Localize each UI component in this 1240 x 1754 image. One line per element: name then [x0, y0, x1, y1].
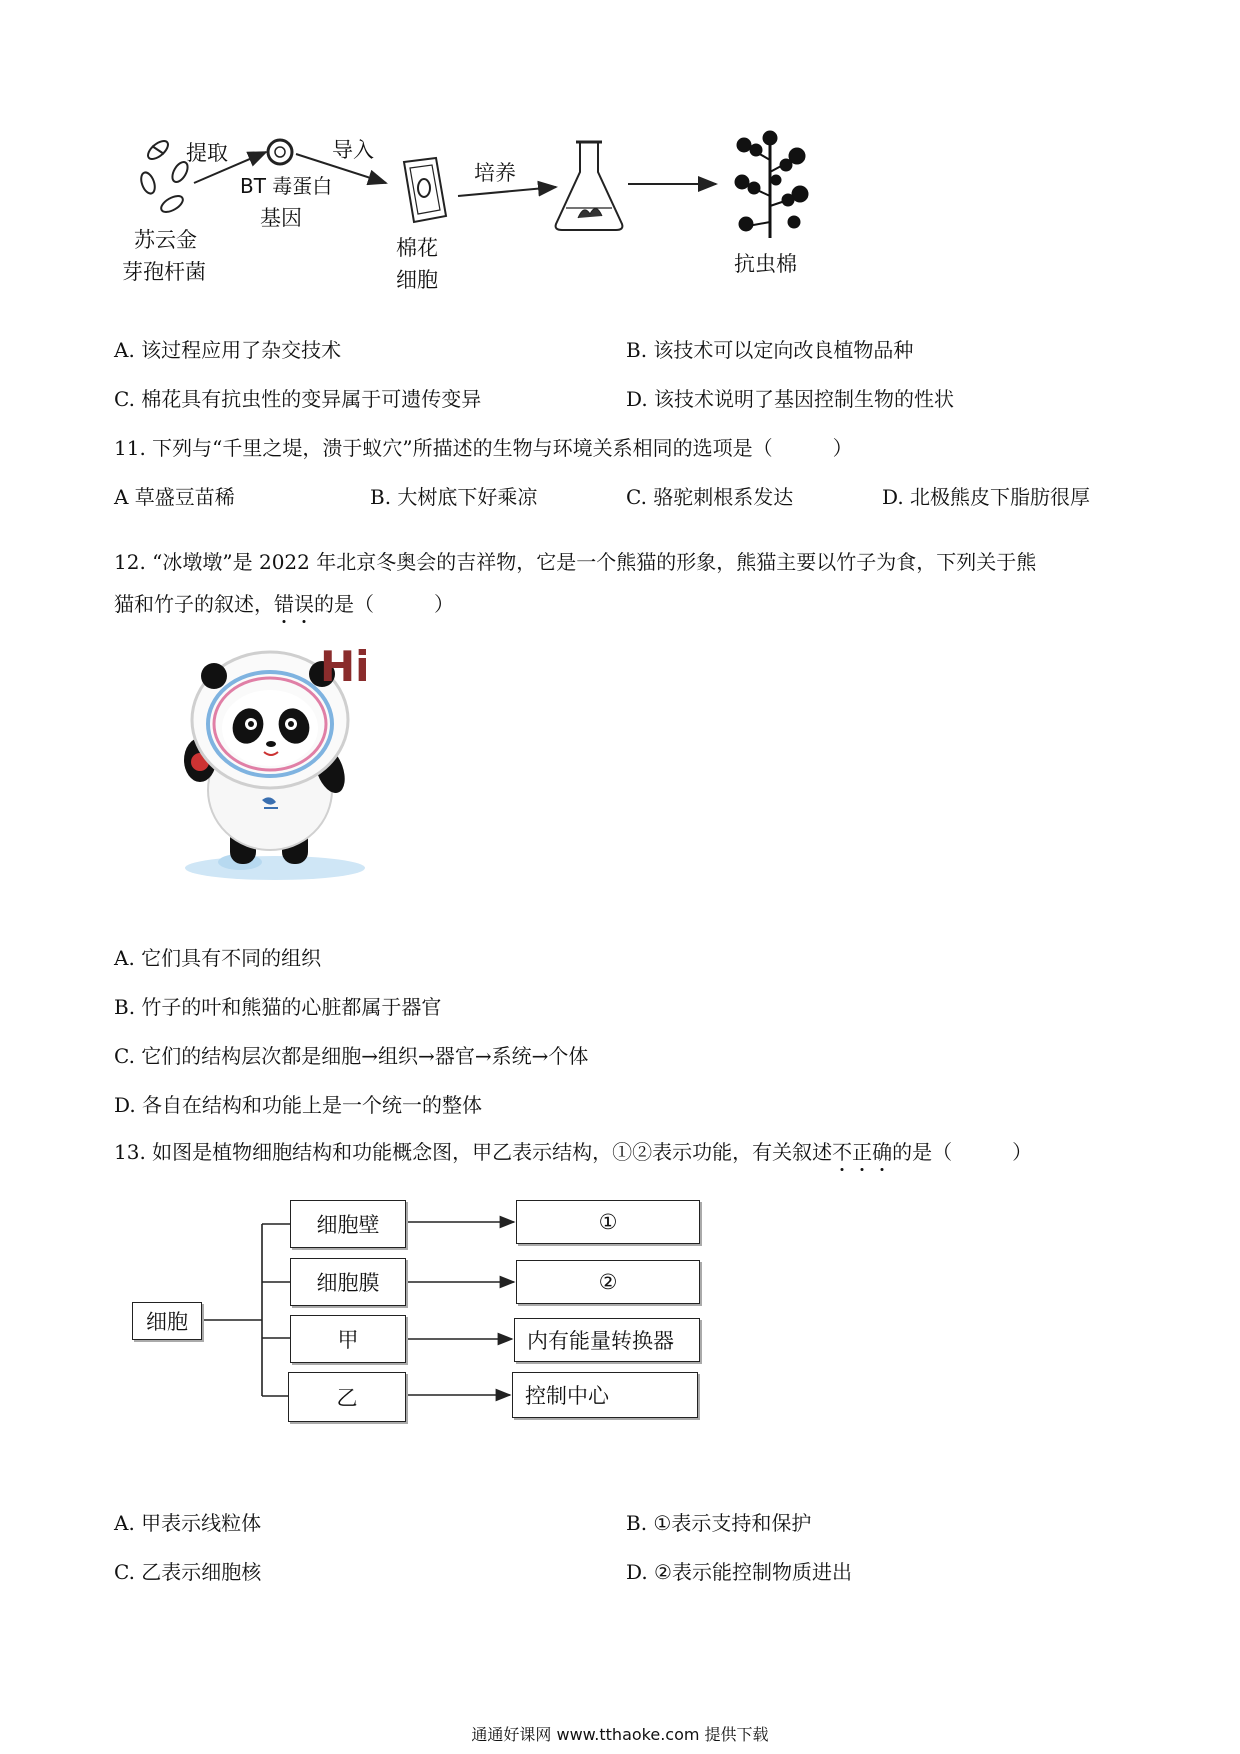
diagram-structure-jia: 甲 [290, 1315, 406, 1363]
label-bt-gene-1: BT 毒蛋白 [240, 174, 333, 198]
label-bt-gene-2: 基因 [260, 206, 302, 230]
label-result: 抗虫棉 [734, 252, 797, 276]
q12-stem-line1: 12. “冰墩墩”是 2022 年北京冬奥会的吉祥物，它是一个熊猫的形象，熊猫主要以竹子为食，下列关于熊 [114, 550, 1037, 574]
q13-emph-char-3: 确 [872, 1140, 893, 1164]
q12-stem-line2-post: 的是（ ） [314, 592, 454, 616]
diagram-root-cell: 细胞 [132, 1302, 202, 1340]
label-bacteria-2: 芽孢杆菌 [122, 260, 206, 284]
mascot-image [170, 640, 400, 880]
q12-option-a[interactable]: A. 它们具有不同的组织 [114, 946, 322, 970]
q11-stem: 11. 下列与“千里之堤，溃于蚁穴”所描述的生物与环境关系相同的选项是（ ） [114, 436, 853, 460]
q10-option-d[interactable]: D. 该技术说明了基因控制生物的性状 [626, 387, 955, 411]
diagram-function-energy-converter: 内有能量转换器 [514, 1318, 700, 1362]
label-bacteria-1: 苏云金 [134, 228, 197, 252]
bacteria-icon [139, 138, 191, 216]
q11-option-c[interactable]: C. 骆驼刺根系发达 [626, 485, 794, 509]
q13-option-d[interactable]: D. ②表示能控制物质进出 [626, 1560, 852, 1584]
flask-icon [556, 142, 623, 230]
q10-option-a[interactable]: A. 该过程应用了杂交技术 [114, 338, 342, 362]
q11-option-d[interactable]: D. 北极熊皮下脂肪很厚 [882, 485, 1091, 509]
q12-stem-line2-pre: 猫和竹子的叙述， [114, 592, 274, 616]
label-cotton-cell-2: 细胞 [396, 268, 438, 292]
q12-option-c[interactable]: C. 它们的结构层次都是细胞→组织→器官→系统→个体 [114, 1044, 589, 1068]
q13-emph-char-1: 不 [832, 1140, 853, 1164]
mascot-hi-text: Hi [320, 642, 370, 691]
label-culture: 培养 [474, 161, 516, 185]
label-extract: 提取 [186, 141, 228, 165]
label-cotton-cell-1: 棉花 [396, 236, 438, 260]
diagram-structure-yi: 乙 [288, 1372, 406, 1422]
q13-stem-pre: 13. 如图是植物细胞结构和功能概念图，甲乙表示结构，①②表示功能，有关叙述 [114, 1140, 833, 1164]
diagram-structure-cell-membrane: 细胞膜 [290, 1258, 406, 1306]
q12-option-b[interactable]: B. 竹子的叶和熊猫的心脏都属于器官 [114, 995, 442, 1019]
q13-option-a[interactable]: A. 甲表示线粒体 [114, 1511, 262, 1535]
gene-circle-icon [268, 140, 292, 164]
q13-stem [114, 1138, 1032, 1166]
page-footer: 通通好课网 www.tthaoke.com 提供下载 [471, 1725, 769, 1744]
q13-option-b[interactable]: B. ①表示支持和保护 [626, 1511, 812, 1535]
arrow-culture [458, 187, 556, 196]
cotton-cell-icon [404, 158, 446, 222]
q13-option-c[interactable]: C. 乙表示细胞核 [114, 1560, 262, 1584]
cotton-plant-icon [735, 131, 808, 238]
q13-stem-post: 的是（ ） [892, 1140, 1033, 1164]
label-import: 导入 [332, 138, 374, 162]
q11-option-a[interactable]: A 草盛豆苗稀 [114, 485, 235, 509]
q12-emph-char-2: 误 [294, 592, 314, 616]
q10-option-c[interactable]: C. 棉花具有抗虫性的变异属于可遗传变异 [114, 387, 482, 411]
diagram-function-2: ② [516, 1260, 700, 1304]
q12-emph-char-1: 错 [274, 592, 294, 616]
diagram-structure-cell-wall: 细胞壁 [290, 1200, 406, 1248]
q10-option-b[interactable]: B. 该技术可以定向改良植物品种 [626, 338, 914, 362]
diagram-function-control-center: 控制中心 [512, 1372, 698, 1418]
diagram-function-1: ① [516, 1200, 700, 1244]
q13-emph-char-2: 正 [852, 1140, 873, 1164]
q11-option-b[interactable]: B. 大树底下好乘凉 [370, 485, 538, 509]
q12-stem-line2 [114, 590, 454, 618]
q12-option-d[interactable]: D. 各自在结构和功能上是一个统一的整体 [114, 1093, 483, 1117]
